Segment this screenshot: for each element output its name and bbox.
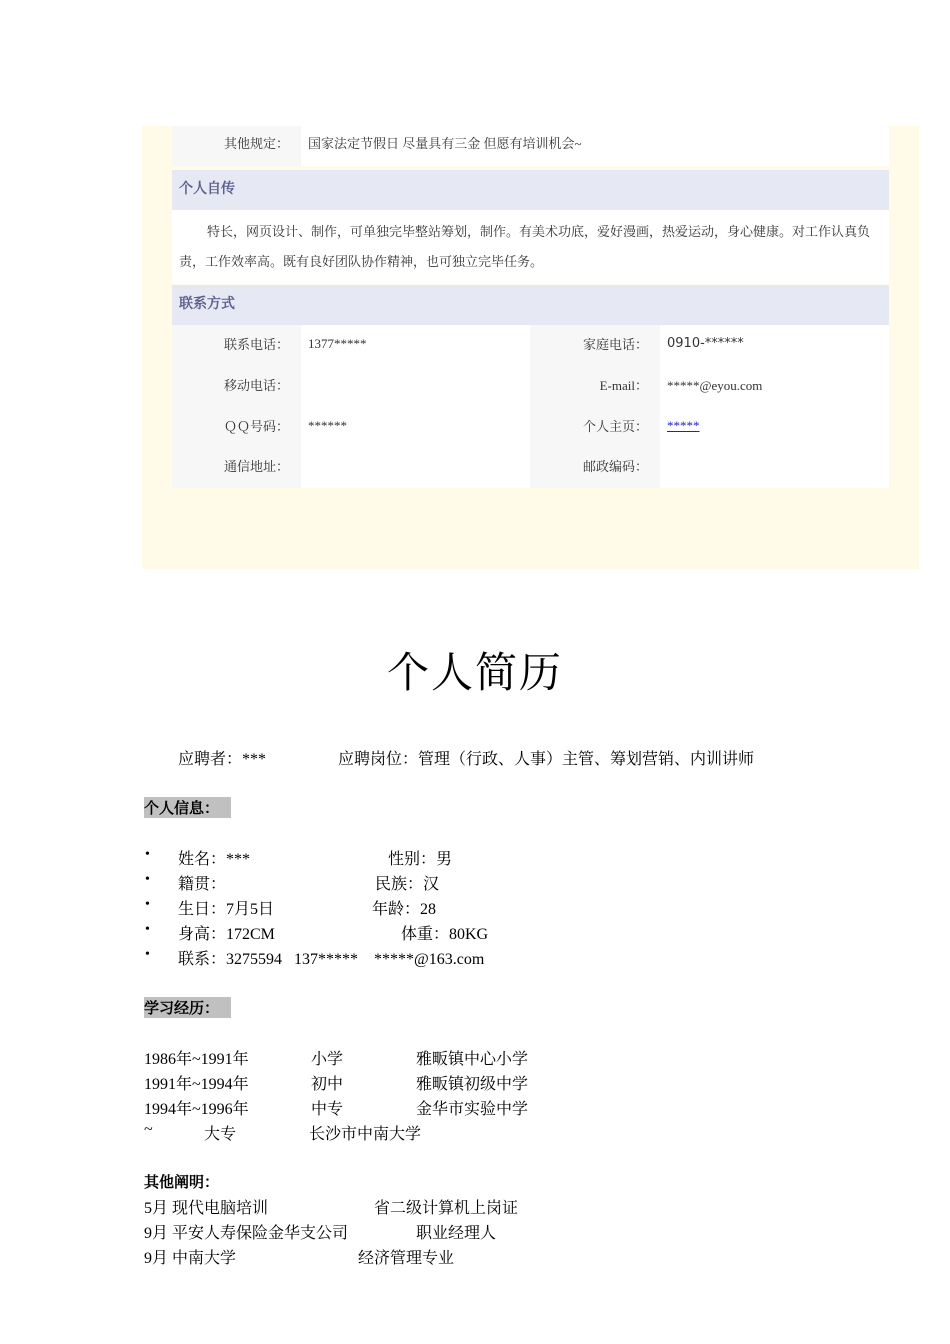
mobile-label: 移动电话： (172, 366, 301, 407)
edu-level: 中专 (311, 1101, 344, 1118)
address-label: 通信地址： (172, 447, 301, 488)
postcode-value (660, 447, 889, 488)
bullet: • (145, 947, 150, 962)
contact-heading: 联系方式 (172, 285, 889, 325)
mobile-value (301, 366, 530, 407)
edu-level: 小学 (311, 1051, 344, 1068)
edu-years: 1994年~1996年 (144, 1101, 249, 1118)
other-note-detail: 省二级计算机上岗证 (374, 1200, 519, 1217)
applied-position: 应聘岗位：管理（行政、人事）主管、筹划营销、内训讲师 (338, 751, 755, 768)
homepage-link[interactable]: ***** (667, 418, 700, 433)
ethnicity-field: 民族：汉 (375, 876, 440, 893)
other-notes-heading: 其他阐明： (144, 1175, 220, 1191)
weight-field: 体重：80KG (401, 926, 489, 943)
personal-info-heading: 个人信息： (144, 797, 231, 818)
contact-field: 联系：3275594 137***** *****@163.com (178, 951, 485, 968)
gender-field: 性别：男 (388, 851, 453, 868)
profile-panel (142, 126, 919, 569)
edu-school: 金华市实验中学 (416, 1101, 529, 1118)
homepage-label: 个人主页： (530, 407, 660, 447)
birthday-field: 生日：7月5日 (178, 901, 275, 918)
edu-school: 雅畈镇初级中学 (416, 1076, 529, 1093)
age-field: 年龄：28 (372, 901, 437, 918)
edu-level: 大专 (204, 1126, 237, 1143)
edu-level: 初中 (311, 1076, 344, 1093)
bullet: • (145, 922, 150, 937)
postcode-label: 邮政编码： (530, 447, 660, 488)
address-value (301, 447, 530, 488)
edu-years: 1991年~1994年 (144, 1076, 249, 1093)
other-note-item: 5月 现代电脑培训 (144, 1200, 269, 1217)
other-note-detail: 职业经理人 (416, 1225, 497, 1242)
resume-title: 个人简历 (386, 651, 563, 697)
hometown-field: 籍贯： (178, 876, 227, 893)
qq-label: ＱＱ号码： (172, 407, 301, 447)
other-rules-label: 其他规定： (172, 126, 301, 166)
edu-years: 1986年~1991年 (144, 1051, 249, 1068)
homepage-value (660, 407, 889, 447)
family-phone-label: 家庭电话： (530, 325, 660, 366)
email-value: *****@eyou.com (660, 366, 889, 407)
bullet: • (145, 897, 150, 912)
other-note-detail: 经济管理专业 (358, 1250, 455, 1267)
bio-heading: 个人自传 (172, 170, 889, 210)
home-phone-label: 联系电话： (172, 325, 301, 366)
qq-value: ****** (301, 407, 530, 447)
other-rules-value: 国家法定节假日 尽量具有三金 但愿有培训机会~ (301, 126, 889, 166)
other-note-item: 9月 平安人寿保险金华支公司 (144, 1225, 349, 1242)
email-label: E-mail： (530, 366, 660, 407)
applicant: 应聘者：*** (178, 751, 267, 768)
edu-school: 雅畈镇中心小学 (416, 1051, 529, 1068)
phone-value: 1377***** (301, 325, 530, 366)
bio-text: 特长，网页设计、制作，可单独完毕整站筹划，制作。有美术功底，爱好漫画，热爱运动，身心健康。对工作认真负责，工作效率高。既有良好团队协作精神，也可独立完毕任务。 (172, 210, 889, 284)
bullet: • (145, 872, 150, 887)
education-heading: 学习经历： (144, 997, 231, 1018)
height-field: 身高：172CM (178, 926, 275, 943)
edu-school: 长沙市中南大学 (309, 1126, 422, 1143)
family-phone-value: 0910-****** (660, 325, 889, 366)
other-note-item: 9月 中南大学 (144, 1250, 237, 1267)
name-field: 姓名：*** (178, 851, 251, 868)
bullet: • (145, 847, 150, 862)
edu-years: ~ (144, 1121, 153, 1138)
